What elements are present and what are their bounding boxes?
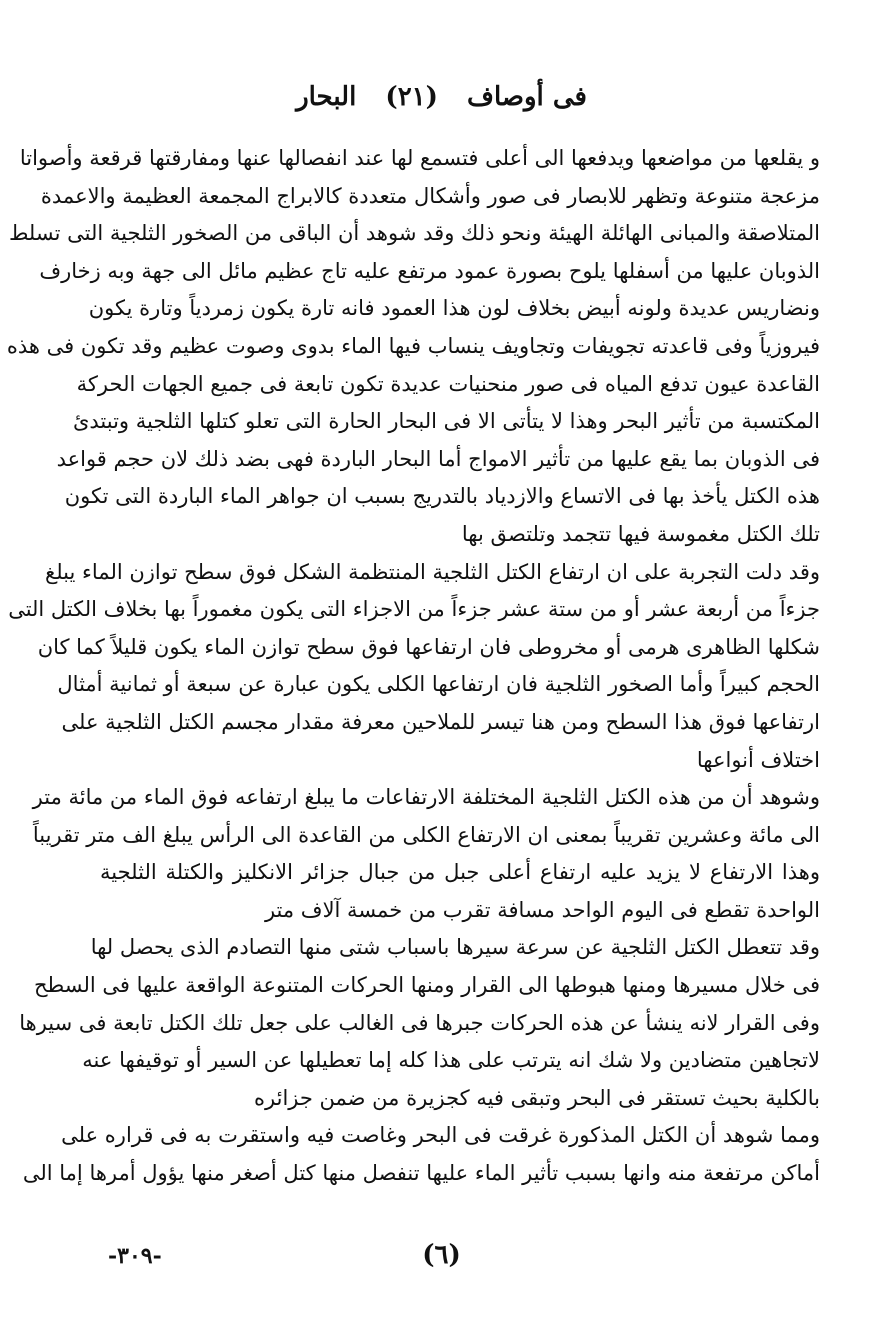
footer-page-number: -٣٠٩- bbox=[108, 1243, 162, 1269]
text-line: شكلها الظاهرى هرمى أو مخروطى فان ارتفاعها فوق سطح توازن الماء يكون قليلاً كما كان bbox=[37, 634, 820, 659]
text-line: الحجم كبيراً وأما الصخور الثلجية فان ارتفاعها الكلى يكون عبارة عن سبعة أو ثمانية أمثال bbox=[57, 672, 820, 697]
header-title-right: فى أوصاف bbox=[467, 82, 587, 112]
text-line: ارتفاعها فوق هذا السطح ومن هنا تيسر للملاحين معرفة مقدار مجسم الكتل الثلجية على bbox=[61, 709, 820, 734]
text-line: المتلاصقة والمبانى الهائلة الهيئة ونحو ذلك وقد شوهد أن الباقى من الصخور الثلجية التى تسلط bbox=[8, 221, 820, 246]
text-line: فى الذوبان بما يقع عليها من تأثير الامواج أما البحار الباردة فهى بضد ذلك لان حجم قواعد bbox=[56, 446, 820, 471]
body-text bbox=[6, 140, 820, 1193]
paragraph-end-line: اختلاف أنواعها bbox=[696, 747, 820, 772]
paragraph-end-line: تلك الكتل مغموسة فيها تتجمد وتلتصق بها bbox=[461, 521, 820, 546]
text-line: وفى القرار لانه ينشأ عن هذه الحركات جبرها فى الغالب على جعل تلك الكتل تابعة فى سيرها bbox=[19, 1010, 820, 1035]
text-line: فى خلال مسيرها ومنها هبوطها الى القرار ومنها الحركات المتنوعة الواقعة عليها فى السطح bbox=[33, 973, 820, 998]
text-line: جزءاً من أربعة عشر أو من ستة عشر جزءاً من الاجزاء التى يكون مغموراً بها بخلاف الكتل التى bbox=[8, 597, 820, 622]
text-line: وهذا الارتفاع لا يزيد عليه ارتفاع أعلى جبل من جبال جزائر الانكليز والكتلة الثلجية bbox=[100, 860, 820, 885]
text-line: أماكن مرتفعة منه وانها بسبب تأثير الماء عليها تنفصل منها كتل أصغر منها يؤول أمرها إما الى bbox=[22, 1161, 820, 1186]
text-line: الذوبان عليها من أسفلها يلوح بصورة عمود مرتفع عليه تاج عظيم مائل الى جهة وبه زخارف bbox=[39, 258, 820, 283]
text-line: القاعدة عيون تدفع المياه فى صور منحنيات عديدة تكون تابعة فى جميع الجهات الحركة bbox=[76, 371, 820, 396]
header-title-left: البحار bbox=[296, 82, 357, 112]
paragraph-end-line: بالكلية بحيث تستقر فى البحر وتبقى فيه كجزيرة من ضمن جزائره bbox=[254, 1085, 820, 1110]
text-line: فيروزياً وفى قاعدته تجويفات وتجاويف ينساب فيها الماء بدوى وصوت عظيم وقد تكون فى هذه bbox=[6, 333, 820, 358]
text-line: و يقلعها من مواضعها ويدفعها الى أعلى فتسمع لها عند انفصالها عنها ومفارقتها قرقعة وأصواتا bbox=[19, 146, 820, 170]
header-page-number: (٢١) bbox=[385, 82, 438, 112]
paragraph-end-line: الواحدة تقطع فى اليوم الواحد مسافة تقرب من خمسة آلاف متر bbox=[264, 897, 820, 922]
running-header bbox=[0, 82, 883, 112]
text-line: مزعجة متنوعة وتظهر للابصار فى صور وأشكال متعددة كالابراج المجمعة العظيمة والاعمدة bbox=[40, 183, 820, 208]
text-line: ومما شوهد أن الكتل المذكورة غرقت فى البحر وغاصت فيه واستقرت به فى قراره على bbox=[61, 1123, 820, 1148]
text-line: المكتسبة من تأثير البحر وهذا لا يتأتى الا فى البحار الحارة التى تعلو كتلها الثلجية وتبتدئ bbox=[72, 409, 820, 434]
text-line: لاتجاهين متضادين ولا شك انه يترتب على هذا كله إما تعطيلها عن السير أو توقيفها عنه bbox=[82, 1048, 820, 1073]
text-line: وشوهد أن من هذه الكتل الثلجية المختلفة الارتفاعات ما يبلغ ارتفاعه فوق الماء من مائة متر bbox=[32, 785, 820, 810]
footer-signature-number: (٦) bbox=[422, 1240, 461, 1270]
text-line: ونضاريس عديدة ولونه أبيض بخلاف لون هذا العمود فانه تارة يكون زمردياً وتارة يكون bbox=[88, 296, 820, 321]
text-line: هذه الكتل يأخذ بها فى الاتساع والازدياد بالتدريج بسبب ان جواهر الماء الباردة التى تكون bbox=[64, 484, 820, 509]
text-line: الى مائة وعشرين تقريباً بمعنى ان الارتفاع الكلى من القاعدة الى الرأس يبلغ الف متر تقريباً bbox=[32, 822, 820, 847]
text-line: وقد دلت التجربة على ان ارتفاع الكتل الثلجية المنتظمة الشكل فوق سطح توازن الماء يبلغ bbox=[45, 559, 820, 584]
text-line: وقد تتعطل الكتل الثلجية عن سرعة سيرها باسباب شتى منها التصادم الذى يحصل لها bbox=[90, 935, 820, 960]
